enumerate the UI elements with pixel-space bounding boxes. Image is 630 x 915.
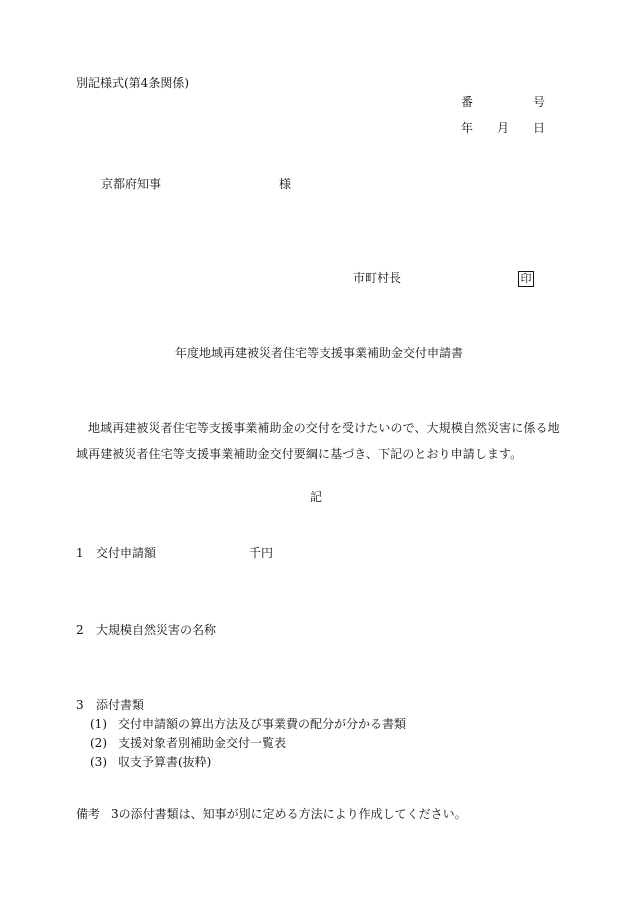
addressee-name: 京都府知事 bbox=[101, 177, 162, 191]
item1-label: 交付申請額 bbox=[96, 546, 157, 560]
subitem-text: 交付申請額の算出方法及び事業費の配分が分かる書類 bbox=[118, 717, 407, 731]
number-suffix: 号 bbox=[533, 95, 546, 109]
subitem-number: (2) bbox=[90, 736, 107, 750]
date-year: 年 bbox=[461, 121, 474, 135]
date-month: 月 bbox=[497, 121, 510, 135]
item1-unit: 千円 bbox=[249, 546, 274, 560]
date-day: 日 bbox=[533, 121, 546, 135]
item1-number: 1 bbox=[76, 546, 84, 560]
applicant-title: 市町村長 bbox=[353, 271, 402, 285]
subitem-number: (1) bbox=[90, 717, 107, 731]
form-label: 別記様式(第4条関係) bbox=[76, 76, 189, 90]
document-title: 年度地域再建被災者住宅等支援事業補助金交付申請書 bbox=[175, 346, 464, 360]
item2-number: 2 bbox=[76, 623, 84, 637]
item3-number: 3 bbox=[76, 698, 84, 712]
item2-label: 大規模自然災害の名称 bbox=[96, 623, 217, 637]
addressee-honorific: 様 bbox=[279, 177, 292, 191]
body-paragraph: 地域再建被災者住宅等支援事業補助金の交付を受けたいので、大規模自然災害に係る地域再建被災者住宅等支援事業補助金交付要綱に基づき、下記のとおり申請します。 bbox=[76, 421, 560, 461]
note-label: 備考 bbox=[76, 807, 101, 821]
subitem-text: 収支予算書(抜粋) bbox=[118, 755, 212, 769]
subitem-number: (3) bbox=[90, 755, 107, 769]
number-label: 番 bbox=[461, 95, 474, 109]
ki-heading: 記 bbox=[310, 490, 323, 504]
seal-mark: 印 bbox=[518, 271, 534, 287]
subitem-text: 支援対象者別補助金交付一覧表 bbox=[118, 736, 287, 750]
item3-label: 添付書類 bbox=[96, 698, 145, 712]
note-text: 3の添付書類は、知事が別に定める方法により作成してください。 bbox=[111, 807, 467, 821]
